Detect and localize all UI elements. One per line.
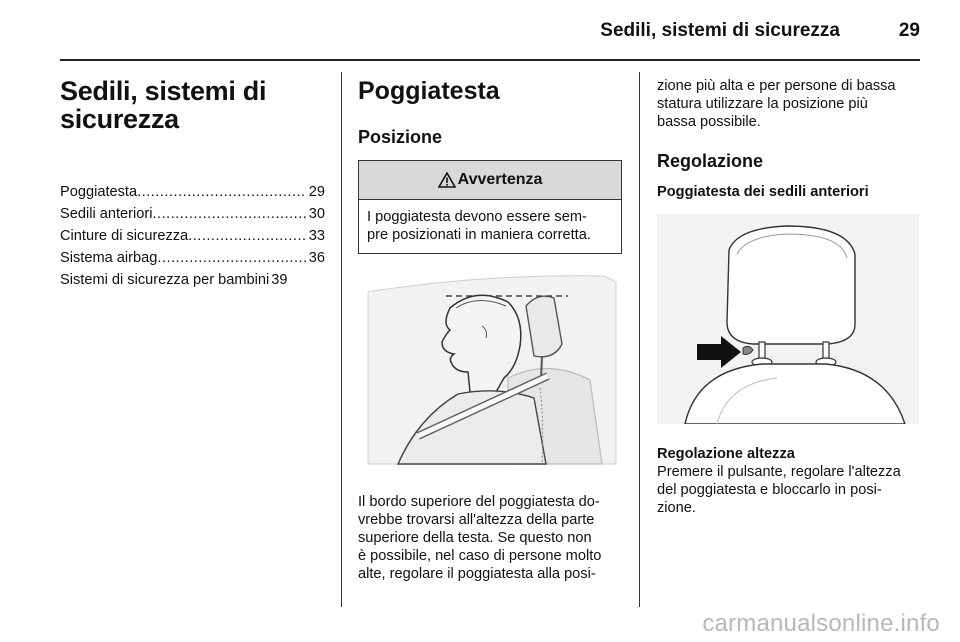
toc-leader [137, 181, 307, 203]
toc-page: 39 [271, 272, 288, 288]
toc-row[interactable] [60, 269, 325, 291]
section-title: Poggiatesta [358, 77, 500, 105]
page-number: 29 [898, 20, 920, 41]
body-line: del poggiatesta e bloccarlo in posi- [657, 482, 882, 498]
body-line: statura utilizzare la posizione più [657, 96, 868, 112]
toc-row[interactable] [60, 203, 325, 225]
body-line: zione. [657, 500, 696, 516]
chapter-title-line1: Sedili, sistemi di [60, 76, 267, 106]
body-paragraph [358, 493, 622, 583]
column-2 [358, 77, 622, 583]
toc-row[interactable] [60, 247, 325, 269]
subsection-heading: Poggiatesta dei sedili anteriori [657, 184, 869, 200]
body-line: alte, regolare il poggiatesta alla posi- [358, 566, 596, 582]
column-1 [60, 77, 325, 291]
header-title: Sedili, sistemi di sicurezza [600, 20, 840, 41]
warning-box [358, 160, 622, 254]
column-divider-2 [639, 72, 640, 607]
toc-leader [188, 225, 307, 247]
continued-paragraph [657, 77, 921, 131]
warning-title: Avvertenza [457, 171, 543, 188]
warning-line: I poggiatesta devono essere sem- [367, 209, 587, 225]
page-header [60, 18, 920, 48]
warning-header [359, 161, 621, 200]
toc-page: 30 [308, 206, 325, 222]
toc-page: 29 [308, 184, 325, 200]
body-line: Il bordo superiore del poggiatesta do- [358, 494, 600, 510]
warning-text [359, 200, 621, 253]
warning-line: pre posizionati in maniera corretta. [367, 227, 591, 243]
table-of-contents [60, 181, 325, 291]
column-divider-1 [341, 72, 342, 607]
column-3 [657, 77, 921, 517]
toc-page: 33 [308, 228, 325, 244]
chapter-title [60, 77, 325, 133]
body-line: zione più alta e per persone di bassa [657, 78, 896, 94]
headrest-adjustment-illustration [657, 214, 919, 424]
toc-leader [157, 247, 306, 269]
toc-label: Poggiatesta [60, 184, 138, 200]
label-heading: Regolazione altezza [657, 446, 795, 462]
toc-label: Sistema airbag [60, 250, 158, 266]
body-line: bassa possibile. [657, 114, 761, 130]
body-line: è possibile, nel caso di persone molto [358, 548, 602, 564]
watermark: carmanualsonline.info [702, 610, 940, 637]
toc-label: Cinture di sicurezza [60, 228, 189, 244]
toc-label: Sistemi di sicurezza per bambini [60, 272, 270, 288]
body-line: superiore della testa. Se questo non [358, 530, 592, 546]
headrest-position-illustration [358, 268, 622, 472]
toc-label: Sedili anteriori [60, 206, 153, 222]
header-rule [60, 59, 920, 61]
toc-row[interactable] [60, 181, 325, 203]
subsection-title: Posizione [358, 127, 443, 147]
body-line: vrebbe trovarsi all'altezza della parte [358, 512, 595, 528]
toc-row[interactable] [60, 225, 325, 247]
body-line: Premere il pulsante, regolare l'altezza [657, 464, 901, 480]
section-heading: Regolazione [657, 151, 764, 171]
chapter-title-line2: sicurezza [60, 104, 179, 134]
toc-page: 36 [308, 250, 325, 266]
toc-leader [152, 203, 306, 225]
body-paragraph [657, 463, 921, 517]
warning-triangle-icon [438, 172, 456, 188]
